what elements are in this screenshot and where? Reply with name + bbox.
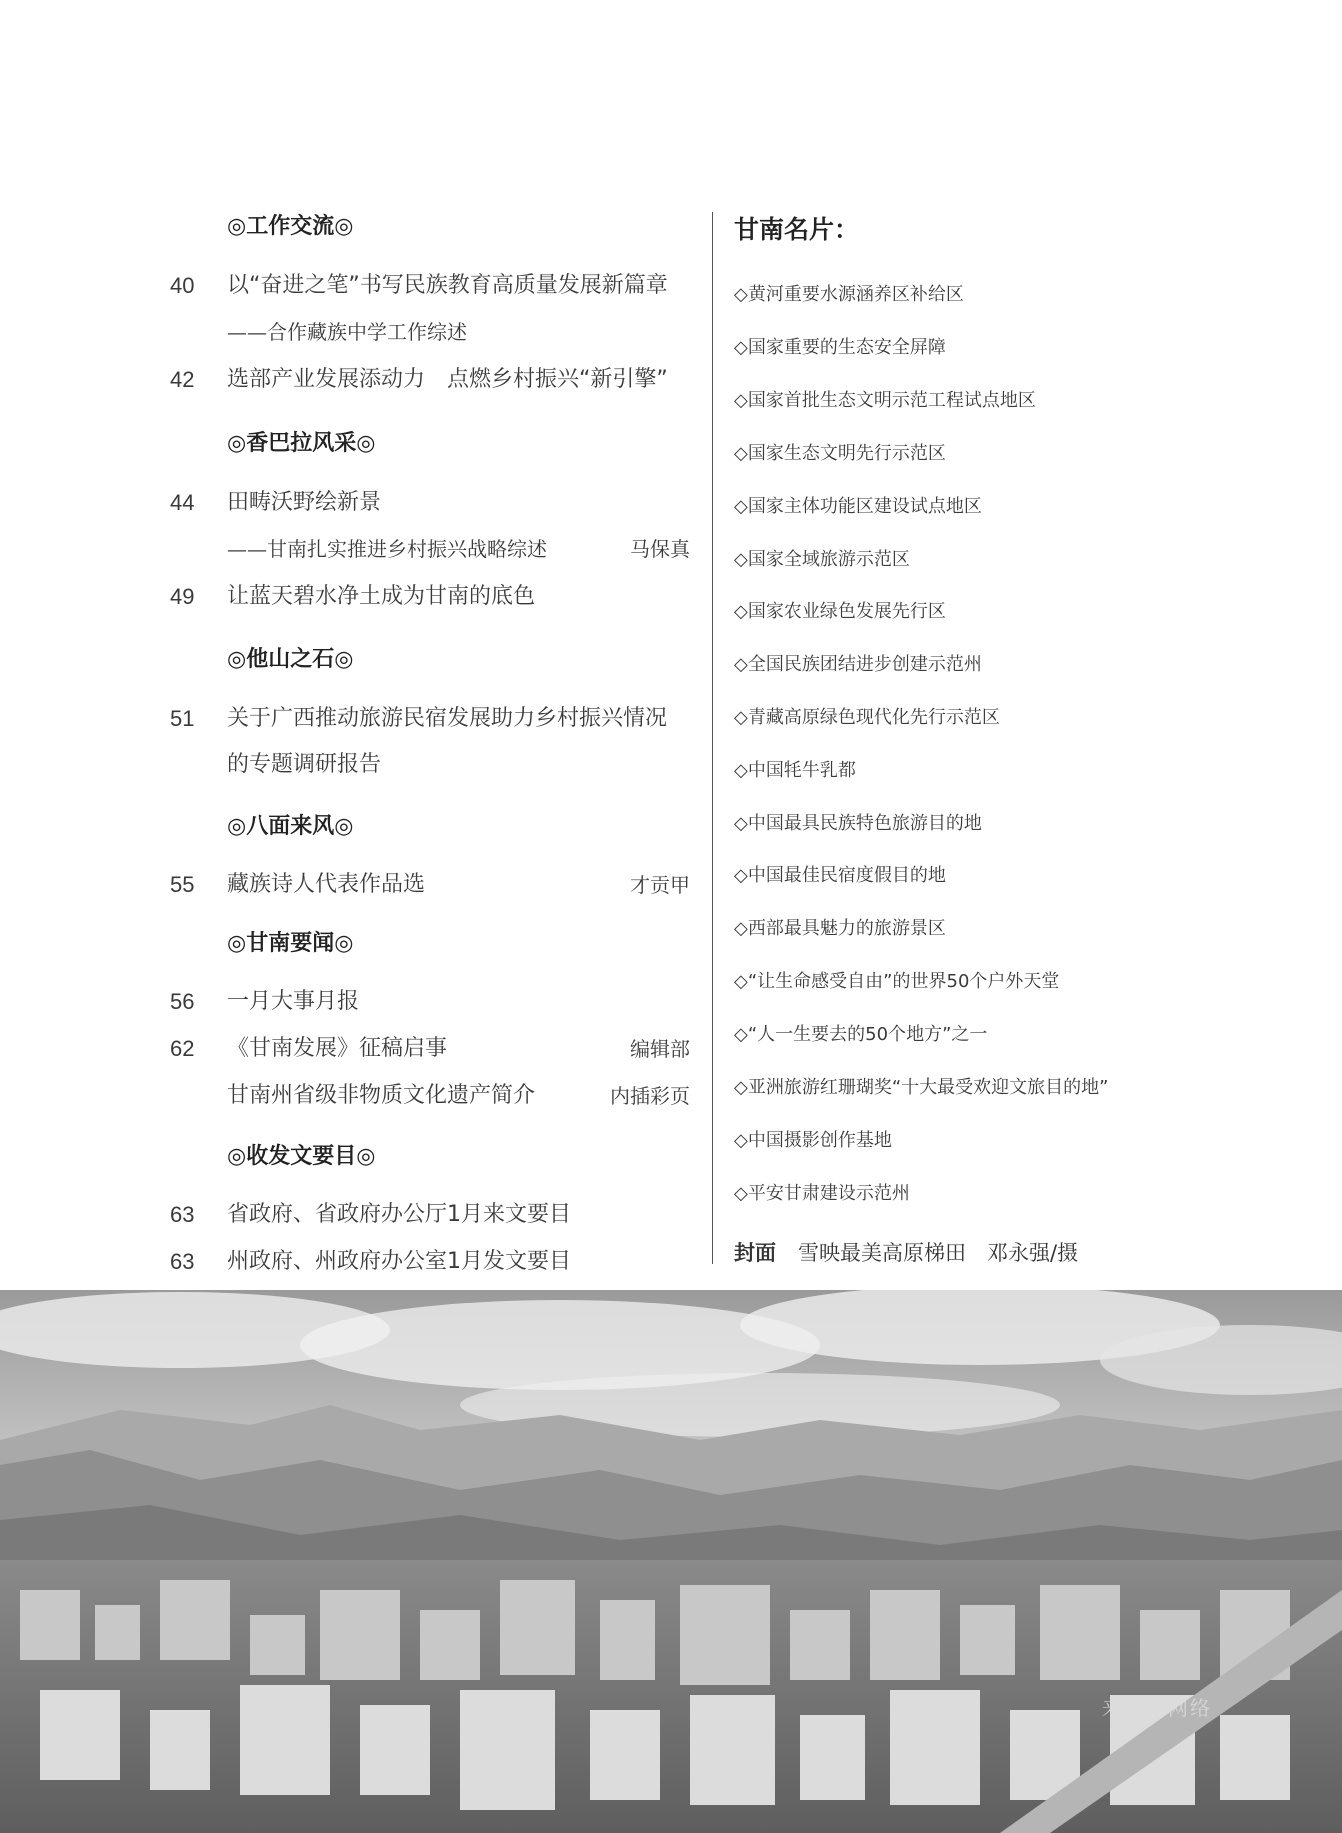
toc-section [170, 923, 690, 963]
gannan-item: ◇全国民族团结进步创建示范州 [734, 654, 982, 675]
entry-title: 《甘南发展》征稿启事 [227, 1036, 448, 1061]
section-title: ◎甘南要闻◎ [227, 930, 354, 956]
cover-label: 封面 [734, 1241, 776, 1265]
gannan-item: ◇中国牦牛乳都 [734, 760, 856, 781]
gannan-item: ◇国家全域旅游示范区 [734, 549, 910, 570]
toc-entry[interactable] [170, 1029, 690, 1069]
toc-entry[interactable] [170, 577, 690, 617]
toc-subtitle [170, 529, 690, 569]
cityscape-image [0, 1290, 1342, 1833]
gannan-item: ◇国家首批生态文明示范工程试点地区 [734, 390, 1036, 411]
gannan-item: ◇“人一生要去的50个地方”之一 [734, 1024, 988, 1045]
cityscape-photo [0, 1290, 1342, 1833]
entry-title-line2: 的专题调研报告 [227, 752, 382, 777]
gannan-item: ◇中国最佳民宿度假目的地 [734, 865, 946, 886]
toc-section [170, 639, 690, 679]
entry-title: 藏族诗人代表作品选 [227, 872, 426, 897]
section-title: ◎他山之石◎ [227, 646, 354, 672]
toc-entry[interactable] [170, 483, 690, 523]
entry-author: 编辑部 [630, 1037, 690, 1061]
entry-title: 以“奋进之笔”书写民族教育高质量发展新篇章 [227, 273, 668, 298]
toc-entry[interactable] [170, 1076, 690, 1116]
gannan-item: ◇亚洲旅游红珊瑚奖“十大最受欢迎文旅目的地” [734, 1077, 1109, 1098]
gannan-item: ◇国家生态文明先行示范区 [734, 443, 946, 464]
photo-credit: 来源：网络 [1102, 1696, 1212, 1720]
gannan-item: ◇“让生命感受自由”的世界50个户外天堂 [734, 971, 1060, 992]
toc-entry[interactable] [170, 1242, 690, 1282]
toc-entry[interactable] [170, 865, 690, 905]
entry-title: 田畴沃野绘新景 [227, 490, 382, 515]
entry-title: 一月大事月报 [227, 989, 360, 1014]
cover-caption [734, 1237, 1078, 1267]
page-number: 49 [170, 584, 195, 609]
entry-title: 选部产业发展添动力 点燃乡村振兴“新引擎” [227, 367, 668, 392]
section-title: ◎香巴拉风采◎ [227, 430, 376, 456]
entry-author: 马保真 [630, 537, 690, 561]
gannan-item: ◇中国最具民族特色旅游目的地 [734, 813, 982, 834]
entry-subtitle: ——甘南扎实推进乡村振兴战略综述 [227, 537, 547, 561]
gannan-item: ◇国家主体功能区建设试点地区 [734, 496, 982, 517]
toc-entry-continued [170, 745, 690, 785]
gannan-item: ◇西部最具魅力的旅游景区 [734, 918, 946, 939]
toc-entry[interactable] [170, 699, 690, 739]
page-number: 62 [170, 1036, 195, 1061]
entry-subtitle: ——合作藏族中学工作综述 [227, 320, 467, 344]
column-divider [712, 212, 713, 1264]
cover-caption-text: 雪映最美高原梯田 邓永强/摄 [798, 1241, 1079, 1265]
section-title: ◎收发文要目◎ [227, 1143, 376, 1169]
gannan-item: ◇国家重要的生态安全屏障 [734, 337, 946, 358]
toc-section [170, 206, 690, 246]
page-number: 55 [170, 872, 195, 897]
gannan-item: ◇国家农业绿色发展先行区 [734, 601, 946, 622]
page-number: 51 [170, 706, 195, 731]
toc-entry[interactable] [170, 266, 690, 306]
entry-title: 甘南州省级非物质文化遗产简介 [227, 1083, 536, 1108]
entry-title: 让蓝天碧水净土成为甘南的底色 [227, 584, 536, 609]
toc-entry[interactable] [170, 1195, 690, 1235]
gannan-item: ◇中国摄影创作基地 [734, 1130, 892, 1151]
entry-author: 才贡甲 [630, 873, 690, 897]
toc-entry[interactable] [170, 360, 690, 400]
page-number: 42 [170, 367, 195, 392]
gannan-item: ◇青藏高原绿色现代化先行示范区 [734, 707, 1000, 728]
gannan-item: ◇黄河重要水源涵养区补给区 [734, 284, 964, 305]
entry-title: 省政府、省政府办公厅1月来文要目 [227, 1202, 571, 1227]
entry-title: 关于广西推动旅游民宿发展助力乡村振兴情况 [227, 706, 668, 731]
toc-section [170, 423, 690, 463]
gannan-heading: 甘南名片： [734, 215, 860, 244]
toc-subtitle [170, 312, 690, 352]
page-number: 40 [170, 273, 195, 298]
toc-section [170, 806, 690, 846]
toc-entry[interactable] [170, 982, 690, 1022]
page-number: 63 [170, 1202, 195, 1227]
toc-section [170, 1136, 690, 1176]
page-number: 63 [170, 1249, 195, 1274]
entry-author: 内插彩页 [610, 1084, 690, 1108]
page-number: 44 [170, 490, 195, 515]
section-title: ◎工作交流◎ [227, 213, 354, 239]
section-title: ◎八面来风◎ [227, 813, 354, 839]
page-number: 56 [170, 989, 195, 1014]
gannan-item: ◇平安甘肃建设示范州 [734, 1183, 910, 1204]
entry-title: 州政府、州政府办公室1月发文要目 [227, 1249, 571, 1274]
